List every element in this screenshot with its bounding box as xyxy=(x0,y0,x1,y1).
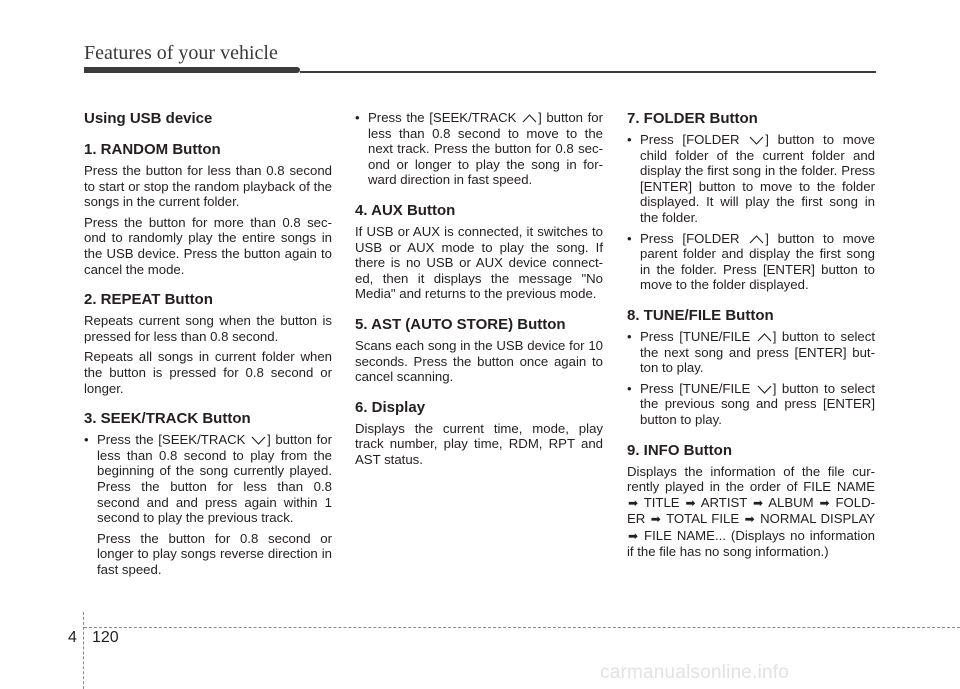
column-1 xyxy=(84,110,332,591)
info-text: FOLD-ER xyxy=(627,494,875,527)
bullet-text: ] button to select the next song and press [ENTER] but-ton to play. xyxy=(640,328,875,376)
bullet-item xyxy=(627,381,875,428)
header-rule xyxy=(300,71,876,73)
arrow-right-icon: ➡ xyxy=(744,512,755,527)
info-text: TOTAL FILE xyxy=(666,511,740,527)
bullet-text: Press [FOLDER xyxy=(640,230,740,246)
header-bar xyxy=(84,67,300,73)
main-heading: Using USB device xyxy=(84,110,213,127)
paragraph: Press the button for 0.8 second or longer to play songs reverse direction in fast speed. xyxy=(97,530,332,577)
footer-divider xyxy=(83,612,84,689)
bullet-text: ] button to move child folder of the current folder and display the first song in the folder. Press [ENTER] button to move to the folder displayed. It will play the first song in the folder. xyxy=(640,132,875,225)
column-2 xyxy=(355,110,603,482)
chevron-down-icon xyxy=(757,385,772,394)
chevron-down-icon xyxy=(251,436,266,445)
section-title: 9. INFO Button xyxy=(627,441,732,459)
arrow-right-icon: ➡ xyxy=(650,512,661,527)
section-ast xyxy=(355,316,603,385)
section-title: 6. Display xyxy=(355,398,426,416)
paragraph: If USB or AUX is connected, it switches to USB or AUX mode to play the song. If there is no USB or AUX device connect-ed, then it displays the message "No Media" and returns to the previous mode. xyxy=(355,223,603,302)
bullet-text: Press the [SEEK/TRACK xyxy=(368,110,517,125)
bullet-item xyxy=(84,432,332,526)
bullet-text: ] button for less than 0.8 second to move to the next track. Press the button for 0.8 sec-ond or longer to play the song in for-ward direction in fast speed. xyxy=(368,110,604,188)
info-text: ARTIST xyxy=(700,494,748,510)
arrow-right-icon: ➡ xyxy=(628,528,639,543)
bullet-text: ] button to select the previous song and press [ENTER] button to play. xyxy=(640,380,875,427)
info-text: ALBUM xyxy=(768,494,814,510)
chevron-up-icon xyxy=(749,235,764,244)
info-text: NORMAL DISPLAY xyxy=(760,511,875,527)
bullet-item xyxy=(627,329,875,376)
section-title: 8. TUNE/FILE Button xyxy=(627,306,774,324)
bullet-text: ] button for less than 0.8 second to play from the beginning of the song currently played. Press the button for less than 0.8 second and and press again within 1 second to play the previous track. xyxy=(97,432,333,526)
section-seek-track xyxy=(84,410,332,577)
section-title: 3. SEEK/TRACK Button xyxy=(84,410,251,428)
paragraph: Press the button for more than 0.8 sec-ond to randomly play the entire songs in the USB device. Press the button again to cancel the mode. xyxy=(84,214,332,277)
chevron-up-icon xyxy=(757,333,772,342)
section-title: 5. AST (AUTO STORE) Button xyxy=(355,315,566,333)
column-3 xyxy=(627,110,875,574)
bullet-text: Press [TUNE/FILE xyxy=(640,328,751,344)
bullet-text: Press [TUNE/FILE xyxy=(640,380,751,396)
section-aux xyxy=(355,202,603,302)
page-header-title: Features of your vehicle xyxy=(84,42,278,64)
section-title: 2. REPEAT Button xyxy=(84,291,213,309)
section-title: 1. RANDOM Button xyxy=(84,141,221,158)
footer-rule xyxy=(84,627,960,628)
info-text: FILE NAME... (Displays no information if the file has no song information.) xyxy=(627,527,875,560)
page-number: 120 xyxy=(92,629,119,646)
bullet-item xyxy=(627,132,875,226)
bullet-text: Press [FOLDER xyxy=(640,132,740,147)
paragraph: Repeats current song when the button is pressed for less than 0.8 second. xyxy=(84,313,332,344)
paragraph: Press the button for less than 0.8 second to start or stop the random playback of the songs in the current folder. xyxy=(84,163,332,210)
paragraph: Displays the current time, mode, play track number, play time, RDM, RPT and AST status. xyxy=(355,420,603,467)
section-random xyxy=(84,141,332,277)
bullet-text: Press the [SEEK/TRACK xyxy=(97,432,246,448)
paragraph: Scans each song in the USB device for 10 seconds. Press the button once again to cancel scanning. xyxy=(355,337,603,385)
arrow-right-icon: ➡ xyxy=(628,495,639,510)
section-info xyxy=(627,442,875,561)
section-seek-track-cont xyxy=(355,110,603,188)
info-text: Displays the information of the file cur-rently played in the order of FILE NAME xyxy=(627,463,875,495)
info-sequence xyxy=(627,464,875,561)
watermark: carmanualsonline.info xyxy=(600,662,790,683)
chevron-down-icon xyxy=(749,136,764,145)
paragraph: Repeats all songs in current folder when the button is pressed for 0.8 second or longer. xyxy=(84,349,332,396)
section-display xyxy=(355,399,603,468)
bullet-item xyxy=(355,110,603,188)
section-folder xyxy=(627,110,875,293)
section-repeat xyxy=(84,291,332,396)
bullet-item xyxy=(627,231,875,293)
arrow-right-icon: ➡ xyxy=(685,495,696,510)
info-text: TITLE xyxy=(643,494,680,510)
chevron-up-icon xyxy=(522,114,537,123)
arrow-right-icon: ➡ xyxy=(752,495,764,510)
chapter-number: 4 xyxy=(68,629,77,646)
section-title: 7. FOLDER Button xyxy=(627,110,758,127)
section-title: 4. AUX Button xyxy=(355,201,456,219)
arrow-right-icon: ➡ xyxy=(819,495,830,510)
bullet-text: ] button to move parent folder and display the first song in the folder. Press [ENTER] button to move to the folder displayed. xyxy=(640,230,875,293)
section-tune-file xyxy=(627,307,875,428)
